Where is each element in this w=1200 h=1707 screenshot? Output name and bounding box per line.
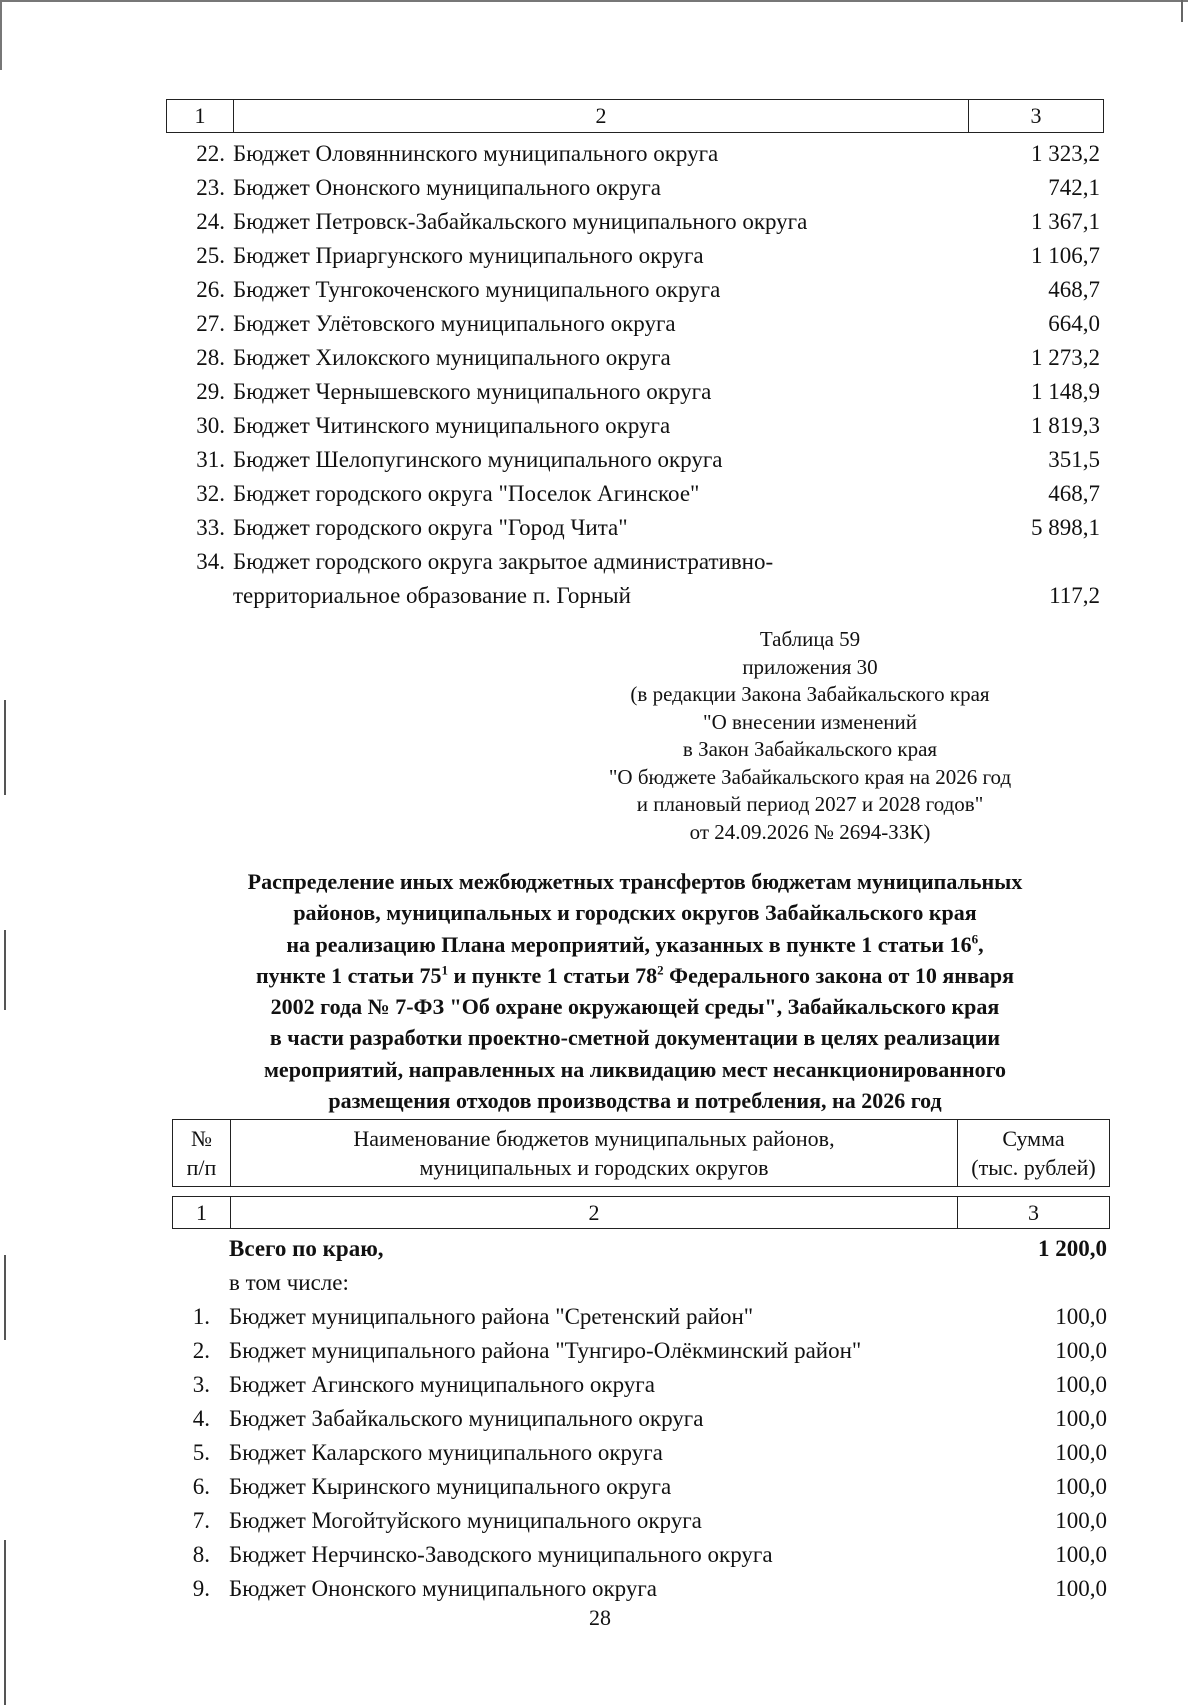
budget-name: Бюджет Ононского муниципального округа	[233, 175, 661, 200]
row-number: 29.	[196, 379, 225, 404]
budget-amount: 1 106,7	[1031, 243, 1100, 268]
appendix-reference: приложения 30	[742, 654, 878, 679]
scan-edge-top	[0, 0, 1188, 2]
title-superscript: 2	[657, 962, 664, 978]
table-row	[0, 477, 1200, 511]
table-row	[0, 1470, 1200, 1504]
budget-amount: 117,2	[1049, 583, 1100, 608]
document-title	[160, 866, 1110, 1116]
budget-amount: 351,5	[1048, 447, 1100, 472]
row-number: 27.	[196, 311, 225, 336]
title-text: Федерального закона от 10 января	[663, 962, 1014, 988]
budget-name-line2: территориальное образование п. Горный	[233, 583, 631, 608]
appendix-edition: (в редакции Закона Забайкальского края	[630, 682, 990, 706]
column-index-2: 2	[233, 100, 968, 132]
row-number: 8.	[192, 1542, 210, 1567]
table-row	[0, 1538, 1200, 1572]
budget-name: Бюджет Агинского муниципального округа	[229, 1372, 655, 1397]
column-header-text: (тыс. рублей)	[971, 1155, 1096, 1180]
column-index-3: 3	[968, 100, 1103, 132]
table-row	[0, 511, 1200, 545]
table-row	[0, 409, 1200, 443]
table-row	[0, 239, 1200, 273]
budget-amount: 100,0	[1055, 1508, 1107, 1533]
column-header-text: Наименование бюджетов муниципальных районов,	[353, 1126, 835, 1151]
column-header-text: муниципальных и городских округов	[419, 1155, 769, 1180]
row-number: 34.	[196, 549, 225, 574]
column-header-name	[230, 1120, 957, 1186]
column-index-1: 1	[194, 103, 206, 128]
scan-mark	[4, 700, 6, 795]
budget-name: Бюджет городского округа "Город Чита"	[233, 515, 628, 540]
title-superscript: 1	[441, 962, 448, 978]
row-number: 28.	[196, 345, 225, 370]
budget-name: Бюджет Могойтуйского муниципального округа	[229, 1508, 702, 1533]
budget-amount: 100,0	[1055, 1576, 1107, 1601]
appendix-law-title-3: "О бюджете Забайкальского края на 2026 год	[608, 764, 1012, 789]
column-header-amount	[957, 1120, 1109, 1186]
table-row	[0, 205, 1200, 239]
row-number: 32.	[196, 481, 225, 506]
table-row	[0, 1504, 1200, 1538]
budget-name: Бюджет муниципального района "Тунгиро-Олёкминский район"	[229, 1338, 862, 1363]
appendix-law-title-4: и плановый период 2027 и 2028 годов"	[636, 792, 984, 816]
title-line	[160, 960, 1110, 991]
row-number: 25.	[196, 243, 225, 268]
budget-amount: 100,0	[1055, 1542, 1107, 1567]
title-text: на реализацию Плана мероприятий, указанных в пункте 1 статьи 16	[286, 931, 972, 957]
title-text: пункте 1 статьи 75	[256, 962, 442, 988]
appendix-table-number: Таблица 59	[759, 627, 861, 651]
continuation-table-header	[166, 99, 1104, 133]
scan-mark	[4, 930, 6, 1010]
table-row	[0, 545, 1200, 613]
budget-name: Бюджет городского округа "Поселок Агинское"	[233, 481, 700, 506]
budget-name: Бюджет Кыринского муниципального округа	[229, 1474, 672, 1499]
column-index-3: 3	[957, 1197, 1109, 1228]
table-row	[0, 1572, 1200, 1606]
row-number: 1.	[192, 1304, 210, 1329]
budget-amount: 468,7	[1048, 481, 1100, 506]
table-row	[0, 137, 1200, 171]
allocation-table-header	[172, 1119, 1110, 1187]
budget-amount: 1 273,2	[1031, 345, 1100, 370]
column-header-text: Сумма	[1002, 1126, 1065, 1151]
table-row	[0, 1334, 1200, 1368]
budget-amount: 1 148,9	[1031, 379, 1100, 404]
row-number: 2.	[192, 1338, 210, 1363]
appendix-note	[560, 626, 1060, 846]
budget-amount: 468,7	[1048, 277, 1100, 302]
budget-name: Бюджет Тунгокоченского муниципального округа	[233, 277, 721, 302]
budget-name: Бюджет Чернышевского муниципального округа	[233, 379, 712, 404]
column-header-text: №	[191, 1126, 212, 1151]
row-number: 7.	[192, 1508, 210, 1533]
column-header-number	[173, 1120, 230, 1186]
title-line: в части разработки проектно-сметной документации в целях реализации	[269, 1025, 1001, 1051]
total-label: Всего по краю,	[229, 1236, 384, 1261]
budget-name: Бюджет Петровск-Забайкальского муниципального округа	[233, 209, 808, 234]
budget-amount: 100,0	[1055, 1440, 1107, 1465]
budget-name: Бюджет Каларского муниципального округа	[229, 1440, 663, 1465]
row-number: 24.	[196, 209, 225, 234]
table-row	[0, 443, 1200, 477]
table-row	[0, 375, 1200, 409]
appendix-law-title-2: в Закон Забайкальского края	[682, 737, 938, 761]
budget-amount: 1 323,2	[1031, 141, 1100, 166]
scan-edge-left	[0, 0, 2, 70]
budget-name: Бюджет Читинского муниципального округа	[233, 413, 671, 438]
budget-amount: 5 898,1	[1031, 515, 1100, 540]
appendix-law-title-1: "О внесении изменений	[703, 709, 917, 734]
table-row	[0, 1300, 1200, 1334]
budget-amount: 100,0	[1055, 1406, 1107, 1431]
row-number: 30.	[196, 413, 225, 438]
budget-name: Бюджет Шелопугинского муниципального округа	[233, 447, 723, 472]
row-number: 23.	[196, 175, 225, 200]
budget-amount: 742,1	[1048, 175, 1100, 200]
row-number: 22.	[196, 141, 225, 166]
title-line: мероприятий, направленных на ликвидацию мест несанкционированного	[263, 1056, 1007, 1082]
budget-name: Бюджет Оловяннинского муниципального округа	[233, 141, 719, 166]
allocation-table-index-row	[172, 1196, 1110, 1229]
budget-amount: 100,0	[1055, 1304, 1107, 1329]
budget-name: Бюджет Улётовского муниципального округа	[233, 311, 676, 336]
row-number: 26.	[196, 277, 225, 302]
total-row	[0, 1232, 1200, 1266]
row-number: 3.	[192, 1372, 210, 1397]
total-amount: 1 200,0	[1038, 1236, 1107, 1261]
budget-name: Бюджет Ононского муниципального округа	[229, 1576, 657, 1601]
budget-name-line1: Бюджет городского округа закрытое административно-	[233, 549, 774, 574]
table-row	[0, 307, 1200, 341]
column-index-1: 1	[196, 1199, 207, 1225]
budget-name: Бюджет муниципального района "Сретенский район"	[229, 1304, 754, 1329]
table-row	[0, 171, 1200, 205]
table-row	[0, 273, 1200, 307]
row-number: 9.	[192, 1576, 210, 1601]
page-number: 28	[589, 1605, 611, 1630]
budget-name: Бюджет Нерчинско-Заводского муниципального округа	[229, 1542, 773, 1567]
including-row	[0, 1266, 1200, 1300]
table-row	[0, 1436, 1200, 1470]
row-number: 4.	[192, 1406, 210, 1431]
column-header-text: п/п	[186, 1155, 217, 1180]
row-number: 5.	[192, 1440, 210, 1465]
row-number: 6.	[192, 1474, 210, 1499]
row-number: 33.	[196, 515, 225, 540]
including-label: в том числе:	[229, 1270, 349, 1295]
appendix-law-date: от 24.09.2026 № 2694-ЗЗК)	[689, 819, 931, 844]
budget-amount: 664,0	[1048, 311, 1100, 336]
row-number: 31.	[196, 447, 225, 472]
title-text: ,	[978, 931, 984, 957]
title-line: Распределение иных межбюджетных трансфертов бюджетам муниципальных	[247, 869, 1023, 894]
title-superscript: 6	[971, 931, 979, 947]
budget-name: Бюджет Хилокского муниципального округа	[233, 345, 671, 370]
table-row	[0, 341, 1200, 375]
budget-amount: 100,0	[1055, 1372, 1107, 1397]
title-line: 2002 года № 7-ФЗ "Об охране окружающей среды", Забайкальского края	[270, 994, 1000, 1020]
budget-amount: 1 367,1	[1031, 209, 1100, 234]
title-line: районов, муниципальных и городских округов Забайкальского края	[293, 900, 977, 926]
table-row	[0, 1368, 1200, 1402]
title-line	[160, 929, 1110, 960]
budget-amount: 100,0	[1055, 1338, 1107, 1363]
table-row	[0, 1402, 1200, 1436]
budget-amount: 1 819,3	[1031, 413, 1100, 438]
budget-name: Бюджет Забайкальского муниципального округа	[229, 1406, 704, 1431]
budget-amount: 100,0	[1055, 1474, 1107, 1499]
budget-name: Бюджет Приаргунского муниципального округа	[233, 243, 704, 268]
scan-edge-right	[1181, 0, 1183, 22]
title-line: размещения отходов производства и потребления, на 2026 год	[328, 1088, 942, 1114]
title-text: и пункте 1 статьи 78	[448, 962, 658, 988]
column-index-2: 2	[230, 1197, 957, 1228]
